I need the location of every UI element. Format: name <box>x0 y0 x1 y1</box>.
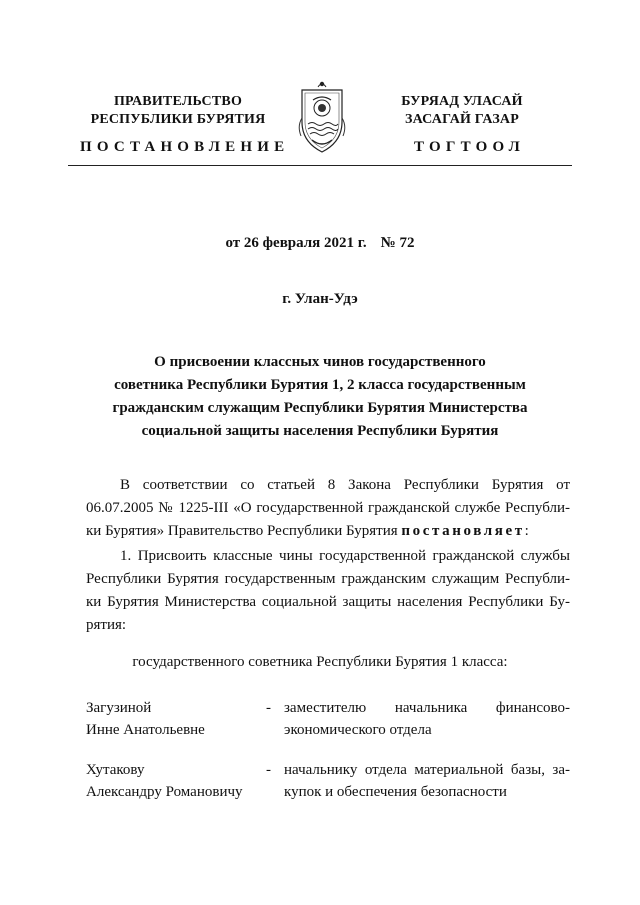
document-number: № 72 <box>380 235 415 251</box>
position-line: экономического отдела <box>284 722 432 738</box>
list-item <box>86 759 570 809</box>
header-government-ru <box>78 93 278 129</box>
header-right-line2: ЗАСАГАЙ ГАЗАР <box>404 112 519 127</box>
employee-name <box>86 697 256 741</box>
paragraph-line: Республики Бурятия государственным гражданским служащим Республи- <box>86 571 570 587</box>
document-city: г. Улан-Удэ <box>282 291 358 307</box>
doc-type-ru: ПОСТАНОВЛЕНИЕ <box>80 139 290 155</box>
title-line: советника Республики Бурятия 1, 2 класса государственным <box>114 377 526 393</box>
employee-position <box>284 759 570 803</box>
paragraph-line <box>86 520 570 543</box>
employee-given-name: Инне Анатольевне <box>86 722 205 738</box>
header-left-line1: ПРАВИТЕЛЬСТВО <box>113 94 243 109</box>
doc-type-bua: ТОГТООЛ <box>414 139 525 155</box>
employee-name <box>86 759 256 803</box>
date-number-line <box>0 235 640 252</box>
paragraph-line: В соответствии со статьей 8 Закона Республики Бурятия от <box>120 477 570 493</box>
header-divider <box>68 165 572 166</box>
employee-position <box>284 697 570 741</box>
list-item <box>86 697 570 747</box>
paragraph-line: ки Бурятия Министерства социальной защиты населения Республики Бу- <box>86 594 570 610</box>
document-title <box>90 351 550 443</box>
title-line: гражданским служащим Республики Бурятия Министерства <box>112 400 528 416</box>
employee-surname: Хутакову <box>86 762 145 778</box>
paragraph-line: рятия: <box>86 617 127 633</box>
header-right-line1: БУРЯАД УЛАСАЙ <box>401 94 523 109</box>
header-government-bua <box>362 93 562 129</box>
entry-dash: - <box>266 762 271 778</box>
title-line: социальной защиты населения Республики Бурятия <box>141 423 499 439</box>
employee-surname: Загузиной <box>86 700 152 716</box>
paragraph-line: 1. Присвоить классные чины государственной гражданской службы <box>120 548 570 564</box>
title-line: О присвоении классных чинов государственного <box>154 354 486 370</box>
position-line: купок и обеспечения безопасности <box>284 784 507 800</box>
resolves-keyword: постановляет <box>401 523 525 539</box>
coat-of-arms-icon <box>296 78 348 156</box>
position-line: заместителю начальника финансово- <box>284 700 570 716</box>
paragraph-text: : <box>524 523 529 539</box>
paragraph-text: ки Бурятия» Правительство Республики Бурятия <box>86 523 402 539</box>
preamble-paragraph <box>86 474 570 543</box>
header-left-line2: РЕСПУБЛИКИ БУРЯТИЯ <box>90 112 266 127</box>
position-line: начальнику отдела материальной базы, за- <box>284 762 570 778</box>
entry-dash: - <box>266 700 271 716</box>
document-date: от 26 февраля 2021 г. <box>225 235 367 251</box>
rank-subheading: государственного советника Республики Бурятия 1 класса: <box>132 654 508 670</box>
item-1-paragraph <box>86 545 570 637</box>
paragraph-line: 06.07.2005 № 1225-III «О государственной гражданской службе Республи- <box>86 500 570 516</box>
employee-given-name: Александру Романовичу <box>86 784 243 800</box>
